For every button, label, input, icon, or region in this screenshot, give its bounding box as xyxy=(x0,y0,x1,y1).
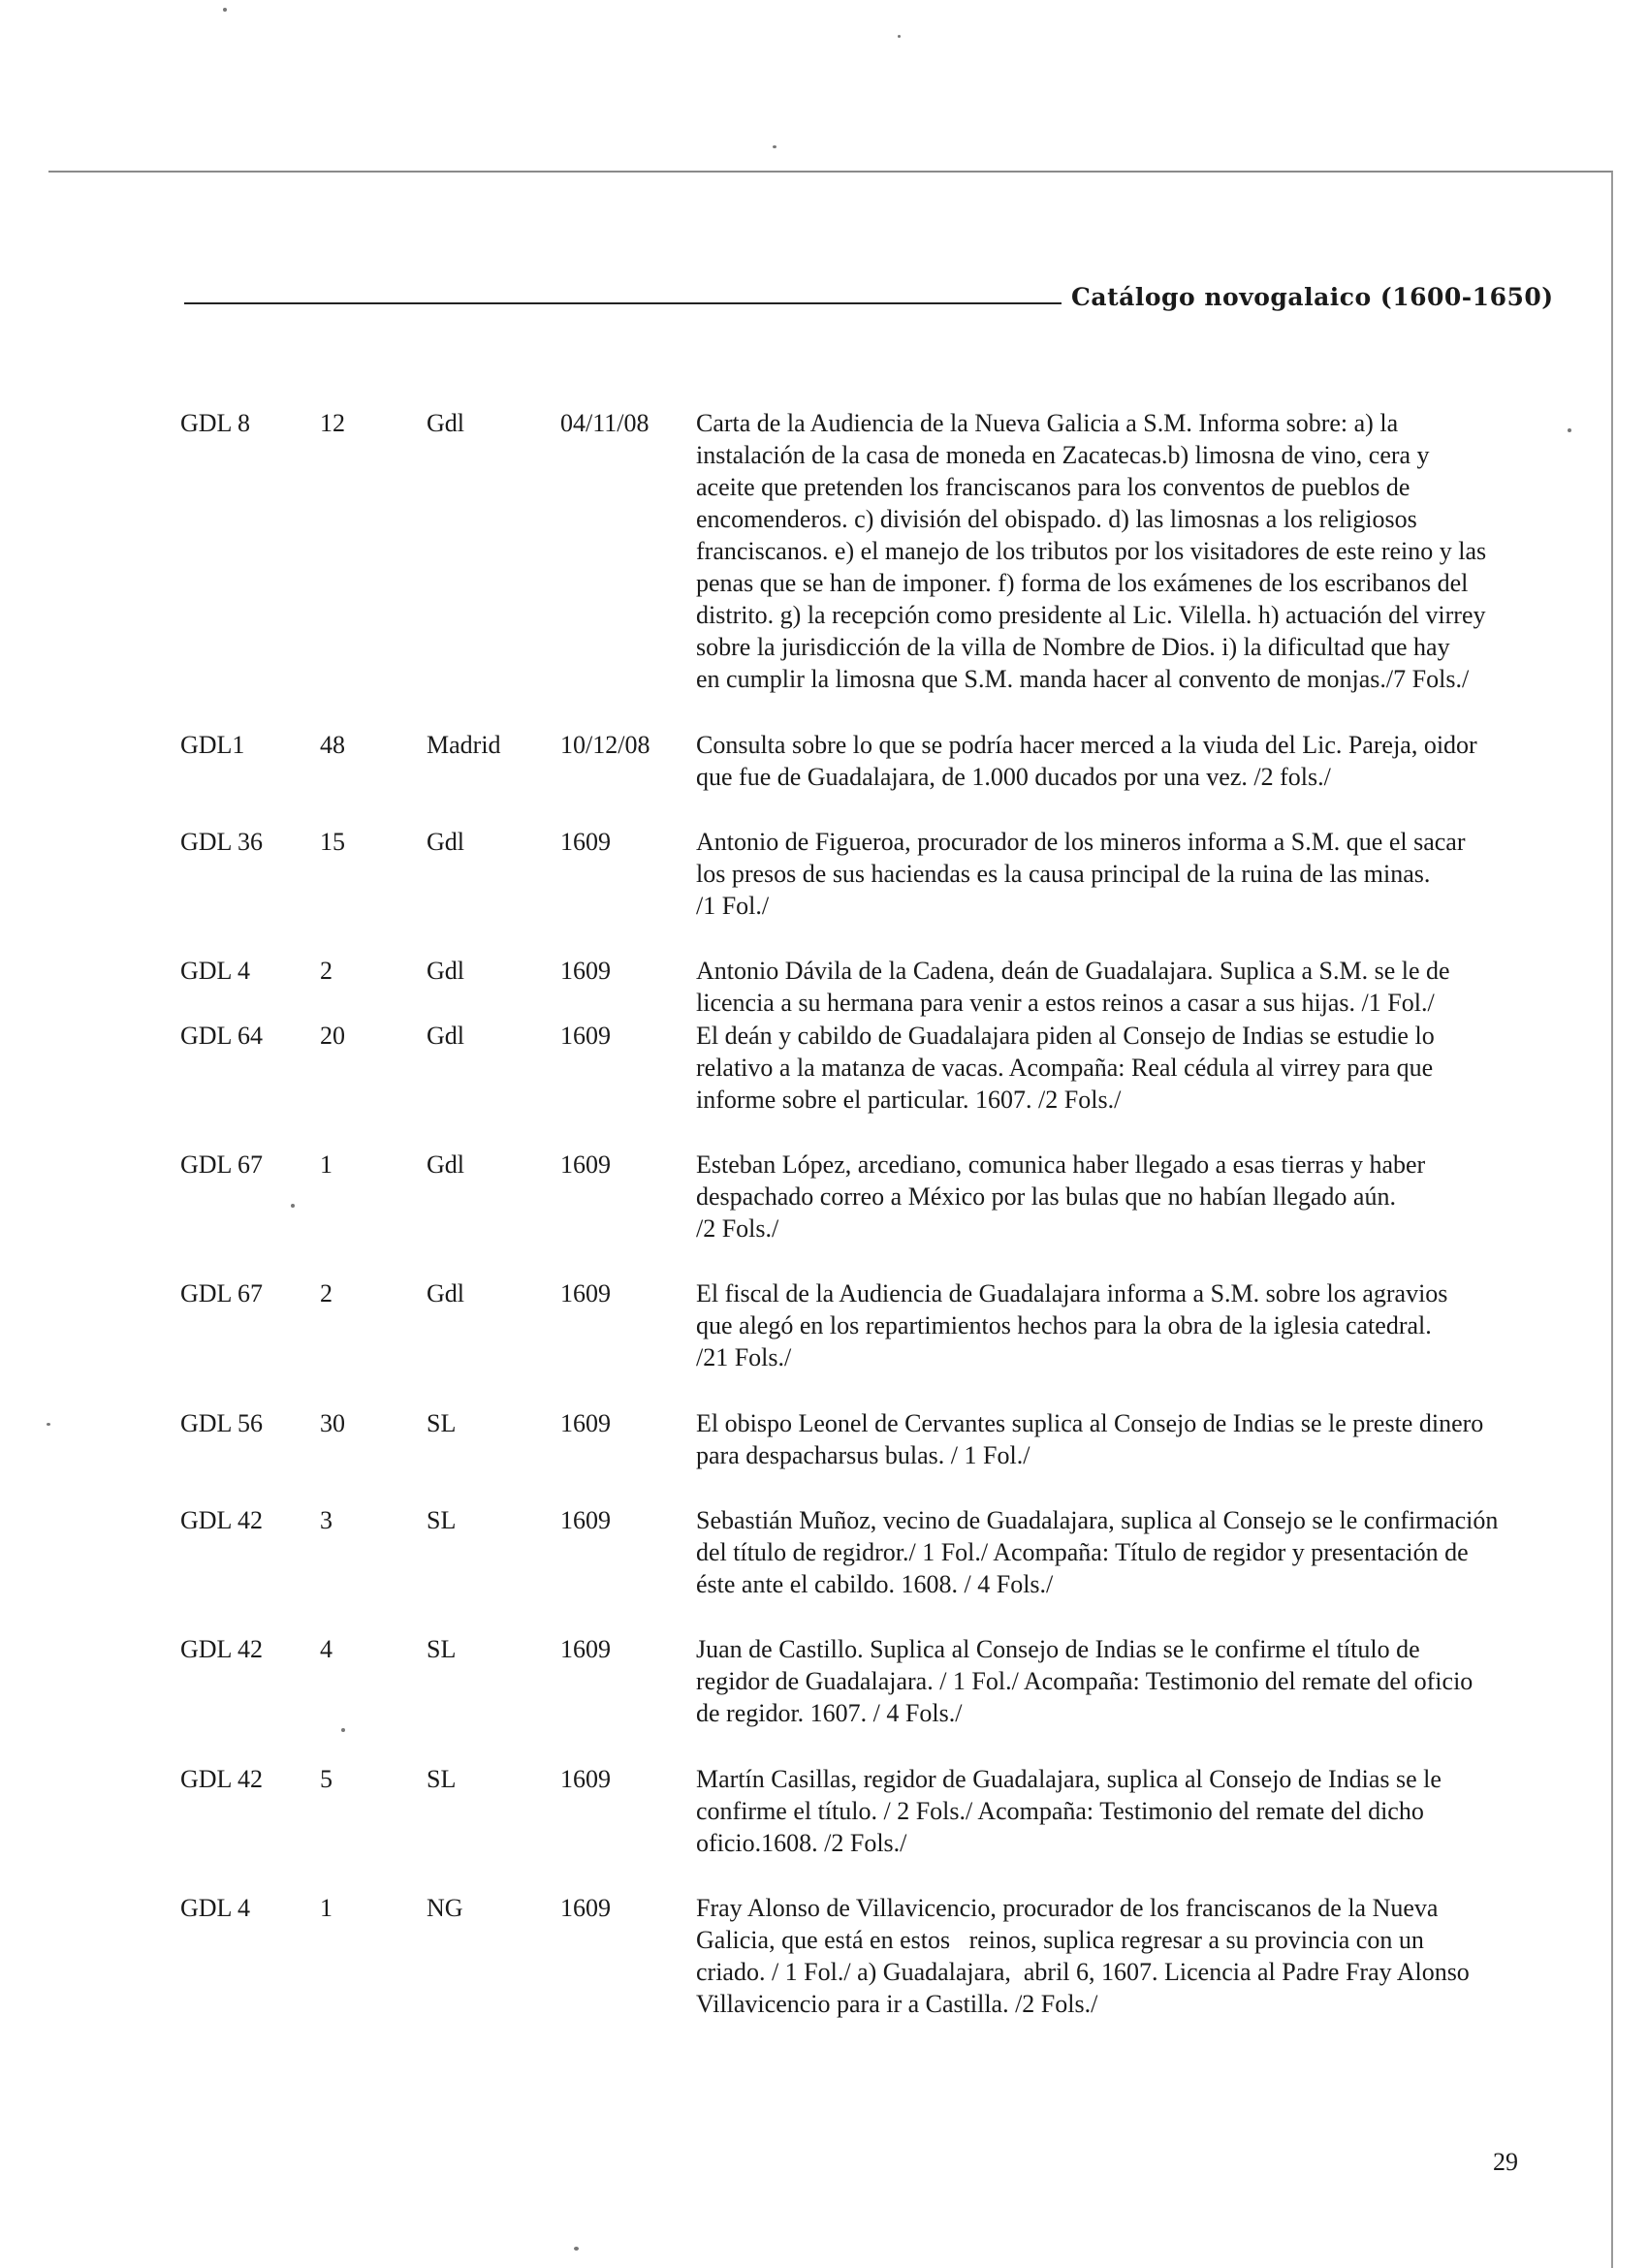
entry-description xyxy=(696,407,1530,695)
description-line: El obispo Leonel de Cervantes suplica al Consejo de Indias se le preste dinero xyxy=(696,1409,1484,1437)
entry-place: Madrid xyxy=(427,731,501,759)
entry-number: 1 xyxy=(320,1150,333,1179)
description-line: Sebastián Muñoz, vecino de Guadalajara, suplica al Consejo se le confirmación xyxy=(696,1506,1499,1534)
entry-date: 1609 xyxy=(560,1506,611,1534)
description-line: /2 Fols./ xyxy=(696,1214,779,1243)
entry-number: 20 xyxy=(320,1022,345,1050)
scan-speck xyxy=(223,8,227,12)
entry-number: 12 xyxy=(320,409,345,437)
entry-number: 1 xyxy=(320,1894,333,1922)
description-line: los presos de sus haciendas es la causa principal de la ruina de las minas. xyxy=(696,860,1431,888)
description-line: regidor de Guadalajara. / 1 Fol./ Acompaña: Testimonio del remate del oficio xyxy=(696,1667,1474,1695)
entry-description xyxy=(696,1633,1530,1729)
entry-date: 1609 xyxy=(560,957,611,985)
entry-number: 2 xyxy=(320,1279,333,1307)
description-line: Juan de Castillo. Suplica al Consejo de Indias se le confirme el título de xyxy=(696,1635,1420,1663)
entry-code: GDL 8 xyxy=(180,409,250,437)
description-line: Esteban López, arcediano, comunica haber llegado a esas tierras y haber xyxy=(696,1150,1426,1179)
description-line: en cumplir la limosna que S.M. manda hacer al convento de monjas./7 Fols./ xyxy=(696,665,1470,693)
scan-speck xyxy=(898,35,901,38)
page-number: 29 xyxy=(1493,2148,1518,2176)
entry-description xyxy=(696,729,1530,793)
entry-date: 1609 xyxy=(560,1894,611,1922)
entry-date: 1609 xyxy=(560,1279,611,1307)
description-line: Fray Alonso de Villavicencio, procurador de los franciscanos de la Nueva xyxy=(696,1894,1439,1922)
entry-number: 3 xyxy=(320,1506,333,1534)
entry-description xyxy=(696,1504,1530,1600)
entry-description xyxy=(696,1277,1530,1373)
description-line: franciscanos. e) el manejo de los tributos por los visitadores de este reino y las xyxy=(696,537,1487,565)
description-line: Martín Casillas, regidor de Guadalajara, suplica al Consejo de Indias se le xyxy=(696,1765,1442,1793)
description-line: Antonio de Figueroa, procurador de los mineros informa a S.M. que el sacar xyxy=(696,828,1466,856)
scan-speck xyxy=(47,1423,50,1426)
description-line: Antonio Dávila de la Cadena, deán de Guadalajara. Suplica a S.M. se le de xyxy=(696,957,1450,985)
description-line: Galicia, que está en estos reinos, suplica regresar a su provincia con un xyxy=(696,1926,1424,1954)
entry-code: GDL 42 xyxy=(180,1635,263,1663)
entry-date: 1609 xyxy=(560,828,611,856)
header-rule xyxy=(184,302,1062,304)
description-line: que alegó en los repartimientos hechos para la obra de la iglesia catedral. xyxy=(696,1311,1432,1339)
entry-code: GDL 4 xyxy=(180,957,250,985)
description-line: encomenderos. c) división del obispado. d) las limosnas a los religiosos xyxy=(696,505,1417,533)
entry-description xyxy=(696,955,1530,1019)
entry-code: GDL 4 xyxy=(180,1894,250,1922)
entry-date: 1609 xyxy=(560,1635,611,1663)
entry-description xyxy=(696,1407,1530,1471)
entry-place: SL xyxy=(427,1409,457,1437)
entry-place: Gdl xyxy=(427,1150,464,1179)
entry-code: GDL 64 xyxy=(180,1022,263,1050)
running-header: Catálogo novogalaico (1600-1650) xyxy=(1071,283,1554,311)
entry-number: 48 xyxy=(320,731,345,759)
entry-code: GDL 42 xyxy=(180,1506,263,1534)
entry-description xyxy=(696,826,1530,922)
entry-code: GDL 67 xyxy=(180,1279,263,1307)
entry-place: Gdl xyxy=(427,1022,464,1050)
description-line: Carta de la Audiencia de la Nueva Galicia a S.M. Informa sobre: a) la xyxy=(696,409,1399,437)
description-line: confirme el título. / 2 Fols./ Acompaña: Testimonio del remate del dicho xyxy=(696,1797,1424,1825)
entry-place: SL xyxy=(427,1506,457,1534)
description-line: El fiscal de la Audiencia de Guadalajara informa a S.M. sobre los agravios xyxy=(696,1279,1448,1307)
entry-place: SL xyxy=(427,1635,457,1663)
entry-code: GDL1 xyxy=(180,731,245,759)
entry-place: Gdl xyxy=(427,828,464,856)
description-line: despachado correo a México por las bulas que no habían llegado aún. xyxy=(696,1182,1396,1211)
description-line: Consulta sobre lo que se podría hacer merced a la viuda del Lic. Pareja, oidor xyxy=(696,731,1477,759)
entry-description xyxy=(696,1763,1530,1859)
entry-number: 30 xyxy=(320,1409,345,1437)
entry-description xyxy=(696,1892,1530,2020)
entry-date: 04/11/08 xyxy=(560,409,650,437)
scan-speck xyxy=(291,1204,295,1208)
description-line: relativo a la matanza de vacas. Acompaña: Real cédula al virrey para que xyxy=(696,1054,1434,1082)
entry-number: 5 xyxy=(320,1765,333,1793)
description-line: para despacharsus bulas. / 1 Fol./ xyxy=(696,1441,1030,1469)
entry-date: 1609 xyxy=(560,1022,611,1050)
description-line: Villavicencio para ir a Castilla. /2 Fols./ xyxy=(696,1990,1098,2018)
description-line: criado. / 1 Fol./ a) Guadalajara, abril 6, 1607. Licencia al Padre Fray Alonso xyxy=(696,1958,1470,1986)
description-line: licencia a su hermana para venir a estos reinos a casar a sus hijas. /1 Fol./ xyxy=(696,989,1435,1017)
description-line: /21 Fols./ xyxy=(696,1343,792,1371)
description-line: sobre la jurisdicción de la villa de Nombre de Dios. i) la dificultad que hay xyxy=(696,633,1450,661)
entry-place: Gdl xyxy=(427,957,464,985)
entry-place: NG xyxy=(427,1894,463,1922)
entry-description xyxy=(696,1020,1530,1116)
entry-description xyxy=(696,1149,1530,1244)
description-line: penas que se han de imponer. f) forma de los exámenes de los escribanos del xyxy=(696,569,1469,597)
entry-number: 4 xyxy=(320,1635,333,1663)
entry-date: 1609 xyxy=(560,1409,611,1437)
description-line: El deán y cabildo de Guadalajara piden al Consejo de Indias se estudie lo xyxy=(696,1022,1435,1050)
description-line: del título de regidror./ 1 Fol./ Acompaña: Título de regidor y presentación de xyxy=(696,1538,1469,1566)
scan-speck xyxy=(1568,428,1571,432)
entry-number: 2 xyxy=(320,957,333,985)
entry-place: Gdl xyxy=(427,409,464,437)
description-line: informe sobre el particular. 1607. /2 Fols./ xyxy=(696,1086,1122,1114)
description-line: oficio.1608. /2 Fols./ xyxy=(696,1829,907,1857)
description-line: éste ante el cabildo. 1608. / 4 Fols./ xyxy=(696,1570,1054,1598)
scan-speck xyxy=(574,2247,579,2251)
entry-code: GDL 56 xyxy=(180,1409,263,1437)
description-line: instalación de la casa de moneda en Zacatecas.b) limosna de vino, cera y xyxy=(696,441,1430,469)
entry-code: GDL 42 xyxy=(180,1765,263,1793)
entry-number: 15 xyxy=(320,828,345,856)
entry-date: 1609 xyxy=(560,1765,611,1793)
description-line: distrito. g) la recepción como presidente al Lic. Vilella. h) actuación del virrey xyxy=(696,601,1486,629)
entry-code: GDL 67 xyxy=(180,1150,263,1179)
description-line: que fue de Guadalajara, de 1.000 ducados por una vez. /2 fols./ xyxy=(696,763,1331,791)
entry-code: GDL 36 xyxy=(180,828,263,856)
description-line: aceite que pretenden los franciscanos para los conventos de pueblos de xyxy=(696,473,1410,501)
entry-date: 1609 xyxy=(560,1150,611,1179)
entry-place: SL xyxy=(427,1765,457,1793)
description-line: /1 Fol./ xyxy=(696,892,770,920)
description-line: de regidor. 1607. / 4 Fols./ xyxy=(696,1699,963,1727)
scan-speck xyxy=(341,1728,345,1732)
scan-speck xyxy=(773,145,776,148)
entry-place: Gdl xyxy=(427,1279,464,1307)
entry-date: 10/12/08 xyxy=(560,731,650,759)
